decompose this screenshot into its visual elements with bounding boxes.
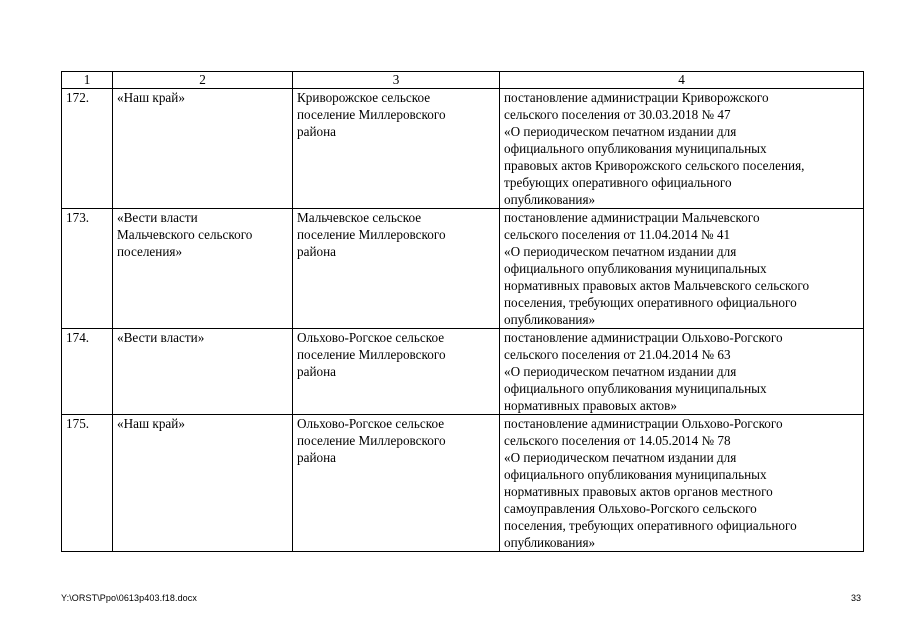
legal-act-line: официального опубликования муниципальных	[504, 141, 767, 156]
settlement-line: района	[297, 244, 337, 259]
legal-act-line: официального опубликования муниципальных	[504, 381, 767, 396]
publication-name-cell	[113, 329, 293, 415]
legal-act-line: постановление администрации Ольхово-Рогского	[504, 330, 783, 345]
settlement-cell	[293, 89, 500, 209]
table-header-row	[62, 72, 864, 89]
settlement-line: района	[297, 364, 337, 379]
legal-act-cell	[500, 415, 864, 552]
registry-table	[61, 71, 864, 552]
legal-act-line: нормативных правовых актов»	[504, 398, 677, 413]
legal-act-line: сельского поселения от 14.05.2014 № 78	[504, 433, 731, 448]
table-body	[62, 89, 864, 552]
legal-act-line: «О периодическом печатном издании для	[504, 124, 737, 139]
publication-name-line: «Вести власти	[117, 210, 198, 225]
settlement-line: Криворожское сельское	[297, 90, 431, 105]
footer-page-number: 33	[850, 593, 861, 603]
legal-act-line: «О периодическом печатном издании для	[504, 364, 737, 379]
settlement-cell	[293, 209, 500, 329]
settlement-cell	[293, 329, 500, 415]
legal-act-line: официального опубликования муниципальных	[504, 261, 767, 276]
footer-file-path: Y:\ORST\Ppo\0613p403.f18.docx	[61, 593, 197, 603]
column-header-3: 3	[293, 72, 500, 89]
table-row	[62, 415, 864, 552]
legal-act-line: постановление администрации Мальчевского	[504, 210, 760, 225]
column-header-1: 1	[62, 72, 113, 89]
table-row	[62, 89, 864, 209]
publication-name-line: «Наш край»	[117, 90, 185, 105]
settlement-line: поселение Миллеровского	[297, 107, 446, 122]
settlement-line: района	[297, 124, 337, 139]
table-row	[62, 209, 864, 329]
row-number-cell: 172.	[62, 89, 113, 209]
legal-act-line: официального опубликования муниципальных	[504, 467, 767, 482]
legal-act-line: опубликования»	[504, 535, 596, 550]
settlement-line: Мальчевское сельское	[297, 210, 422, 225]
legal-act-line: сельского поселения от 21.04.2014 № 63	[504, 347, 731, 362]
table-row	[62, 329, 864, 415]
settlement-cell	[293, 415, 500, 552]
publication-name-line: «Наш край»	[117, 416, 185, 431]
row-number-cell: 175.	[62, 415, 113, 552]
legal-act-cell	[500, 329, 864, 415]
legal-act-line: опубликования»	[504, 312, 596, 327]
settlement-line: поселение Миллеровского	[297, 347, 446, 362]
legal-act-line: «О периодическом печатном издании для	[504, 450, 737, 465]
column-header-4: 4	[500, 72, 864, 89]
column-header-2: 2	[113, 72, 293, 89]
legal-act-line: сельского поселения от 30.03.2018 № 47	[504, 107, 731, 122]
settlement-line: района	[297, 450, 337, 465]
legal-act-line: самоуправления Ольхово-Рогского сельского	[504, 501, 757, 516]
row-number-cell: 173.	[62, 209, 113, 329]
legal-act-line: поселения, требующих оперативного официального	[504, 518, 797, 533]
legal-act-line: постановление администрации Ольхово-Рогского	[504, 416, 783, 431]
settlement-line: поселение Миллеровского	[297, 433, 446, 448]
publication-name-cell	[113, 415, 293, 552]
legal-act-line: постановление администрации Криворожского	[504, 90, 769, 105]
publication-name-line: «Вести власти»	[117, 330, 205, 345]
legal-act-cell	[500, 209, 864, 329]
legal-act-line: поселения, требующих оперативного официального	[504, 295, 797, 310]
legal-act-line: опубликования»	[504, 192, 596, 207]
legal-act-cell	[500, 89, 864, 209]
publication-name-cell	[113, 209, 293, 329]
settlement-line: Ольхово-Рогское сельское	[297, 330, 445, 345]
settlement-line: Ольхово-Рогское сельское	[297, 416, 445, 431]
row-number-cell: 174.	[62, 329, 113, 415]
legal-act-line: нормативных правовых актов Мальчевского сельского	[504, 278, 810, 293]
publication-name-line: Мальчевского сельского	[117, 227, 253, 242]
publication-name-cell	[113, 89, 293, 209]
settlement-line: поселение Миллеровского	[297, 227, 446, 242]
legal-act-line: сельского поселения от 11.04.2014 № 41	[504, 227, 731, 242]
publication-name-line: поселения»	[117, 244, 183, 259]
legal-act-line: правовых актов Криворожского сельского поселения,	[504, 158, 805, 173]
legal-act-line: требующих оперативного официального	[504, 175, 732, 190]
legal-act-line: нормативных правовых актов органов местного	[504, 484, 773, 499]
legal-act-line: «О периодическом печатном издании для	[504, 244, 737, 259]
